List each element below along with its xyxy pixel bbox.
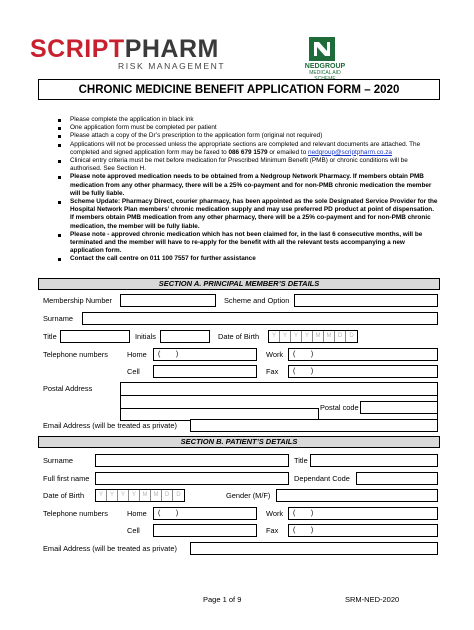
telephone-label: Telephone numbers	[43, 350, 108, 359]
instruction-item: One application form must be completed per patient	[58, 124, 438, 132]
dob-field[interactable]: Y Y Y Y M M D D	[268, 330, 358, 343]
address-divider	[120, 395, 438, 396]
patient-work-label: Work	[266, 509, 284, 518]
nedgroup-name: NEDGROUP	[304, 63, 346, 70]
patient-dob-field[interactable]: Y Y Y Y M M D D	[95, 489, 185, 502]
instruction-item: Please complete the application in black ink	[58, 116, 438, 124]
patient-work-phone-field[interactable]: ( )	[288, 507, 438, 520]
home-phone-field[interactable]: ( )	[153, 348, 257, 361]
patient-home-phone-field[interactable]: ( )	[153, 507, 257, 520]
postal-code-label: Postal code	[320, 403, 359, 412]
surname-field[interactable]	[82, 312, 438, 325]
patient-surname-label: Surname	[43, 456, 73, 465]
fax-number: 086 679 1579	[228, 148, 268, 156]
instruction-item: Please note - approved chronic medication which has not been claimed for, in the last 6 consecutive months, will be terminated and the member will have to re-apply for the benefit with all the relevant tests accompanying a new application form.	[58, 231, 438, 256]
membership-number-field[interactable]	[120, 294, 216, 307]
cell-phone-field[interactable]	[153, 365, 257, 378]
gender-field[interactable]	[276, 489, 438, 502]
patient-fax-label: Fax	[266, 526, 279, 535]
patient-title-label: Title	[294, 456, 308, 465]
title-field[interactable]	[60, 330, 130, 343]
patient-telephone-label: Telephone numbers	[43, 509, 108, 518]
gender-label: Gender (M/F)	[226, 491, 271, 500]
title-label: Title	[43, 332, 57, 341]
dob-label: Date of Birth	[218, 332, 260, 341]
membership-number-label: Membership Number	[43, 296, 113, 305]
patient-home-label: Home	[127, 509, 147, 518]
fax-label: Fax	[266, 367, 279, 376]
instruction-item: Applications will not be processed unless the appropriate sections are completed and relevant documents are attached. The completed and signed application form may be faxed to 086 679 1579 or emailed to nedgroup@scriptpharm.co.za	[58, 141, 438, 157]
patient-cell-phone-field[interactable]	[153, 524, 257, 537]
scriptpharm-tagline: RISK MANAGEMENT	[118, 61, 226, 71]
postal-address-label: Postal Address	[43, 384, 93, 393]
nedgroup-emblem-icon	[308, 36, 336, 62]
scriptpharm-logo	[30, 36, 230, 70]
patient-email-label: Email Address (will be treated as private)	[43, 544, 177, 553]
nedgroup-subtitle: MEDICAL AID SCHEME	[309, 70, 341, 82]
instruction-item: Please attach a copy of the Dr’s prescription to the application form (original not required)	[58, 132, 438, 140]
work-phone-field[interactable]: ( )	[288, 348, 438, 361]
document-code: SRM-NED-2020	[345, 595, 400, 604]
email-field[interactable]	[190, 419, 438, 432]
instruction-item: Clinical entry criteria must be met before medication for Prescribed Minimum Benefit (PMB) or chronic conditions will be authorised. See Section H.	[58, 157, 438, 173]
title-box	[38, 79, 440, 100]
email-link[interactable]: nedgroup@scriptpharm.co.za	[308, 148, 392, 156]
page-number: Page 1 of 9	[203, 595, 242, 604]
full-first-name-field[interactable]	[95, 472, 289, 485]
instruction-list	[58, 116, 438, 264]
dependant-code-label: Dependant Code	[294, 474, 350, 483]
patient-cell-label: Cell	[127, 526, 140, 535]
work-label: Work	[266, 350, 284, 359]
nedgroup-logo	[300, 36, 376, 84]
initials-label: Initials	[135, 332, 156, 341]
dependant-code-field[interactable]	[356, 472, 438, 485]
instruction-item: Scheme Update: Pharmacy Direct, courier pharmacy, has been appointed as the sole Designated Service Provider for the Hospital Network Plan members’ chronic medication supply and may use preferred PD product at point of dispensation. If members obtain PMB medication from any other pharmacy, there will be a 25% co-payment and for non-PMB chronic medication, the member will be fully liable.	[58, 198, 438, 231]
email-label: Email Address (will be treated as private)	[43, 421, 177, 430]
fax-field[interactable]: ( )	[288, 365, 438, 378]
patient-title-field[interactable]	[310, 454, 438, 467]
patient-surname-field[interactable]	[95, 454, 289, 467]
patient-fax-field[interactable]: ( )	[288, 524, 438, 537]
scriptpharm-wordmark: SCRIPTPHARM	[30, 35, 219, 63]
scheme-option-label: Scheme and Option	[224, 296, 290, 305]
address-divider	[120, 408, 318, 409]
instruction-item: Contact the call centre on 011 100 7557 for further assistance	[58, 255, 438, 263]
form-title: CHRONIC MEDICINE BENEFIT APPLICATION FORM – 2020	[78, 83, 400, 96]
instruction-item: Please note approved medication needs to be obtained from a Nedgroup Network Pharmacy. If members obtain PMB medication from any other pharmacy, there will be a 25% co-payment and for non-PMB chronic medication the member will be fully liable.	[58, 173, 438, 198]
postal-code-field[interactable]	[360, 401, 438, 414]
home-label: Home	[127, 350, 147, 359]
section-a-heading: SECTION A. PRINCIPAL MEMBER’S DETAILS	[38, 278, 440, 290]
patient-dob-label: Date of Birth	[43, 491, 85, 500]
scheme-option-field[interactable]	[294, 294, 438, 307]
cell-label: Cell	[127, 367, 140, 376]
initials-field[interactable]	[160, 330, 210, 343]
section-b-heading: SECTION B. PATIENT’S DETAILS	[38, 436, 440, 448]
full-first-name-label: Full first name	[43, 474, 90, 483]
patient-email-field[interactable]	[190, 542, 438, 555]
surname-label: Surname	[43, 314, 73, 323]
